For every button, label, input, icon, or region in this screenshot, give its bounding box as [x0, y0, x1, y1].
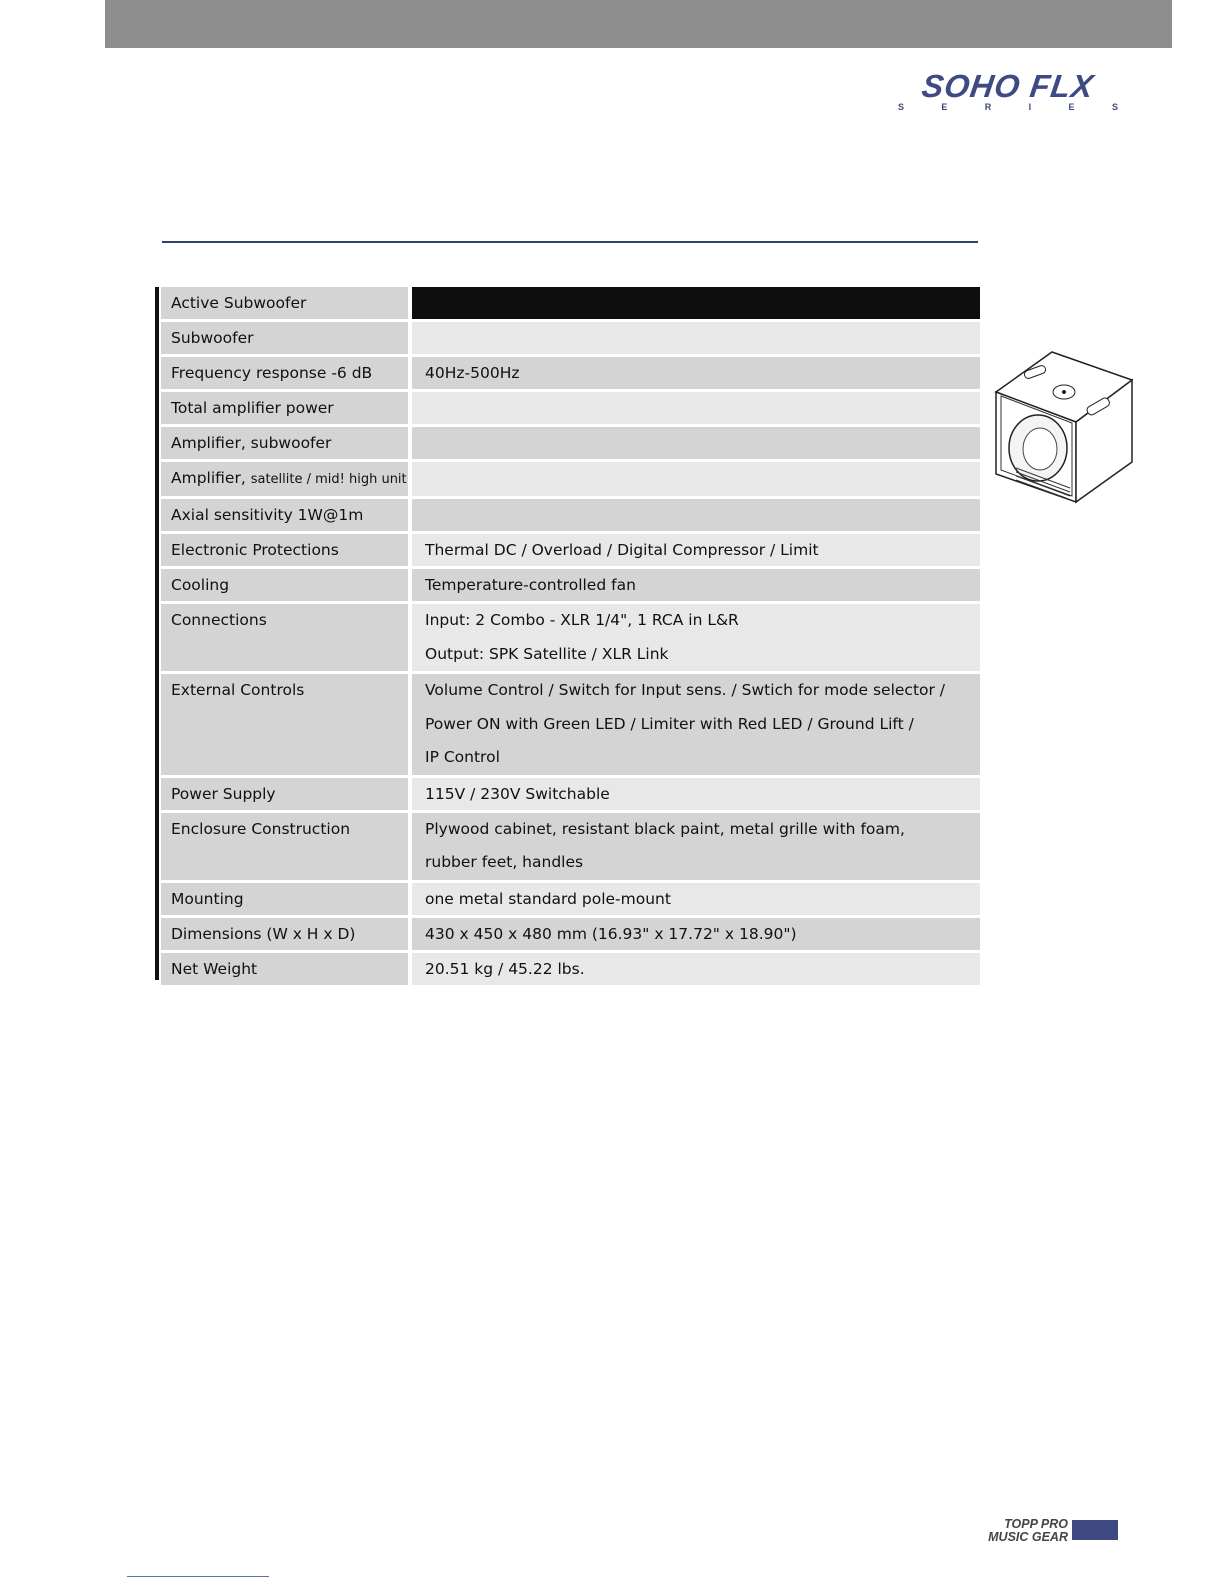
- spec-row: [158, 953, 980, 985]
- spec-value-line: Power ON with Green LED / Limiter with Red LED / Ground Lift /: [425, 714, 914, 733]
- spec-label: Active Subwoofer: [161, 287, 408, 319]
- spec-label: Cooling: [161, 569, 408, 601]
- spec-value: [412, 813, 980, 880]
- brand-name: SOHO FLX: [919, 68, 1097, 104]
- spec-value-line: Volume Control / Switch for Input sens. / Swtich for mode selector /: [425, 681, 946, 699]
- spec-label: Enclosure Construction: [161, 813, 408, 880]
- spec-value: [412, 322, 980, 354]
- spec-row: [158, 813, 980, 880]
- spec-value-line: [425, 462, 980, 494]
- spec-value: [412, 534, 980, 566]
- footer-underline: [127, 1576, 269, 1577]
- spec-label: Amplifier, satellite / mid! high unit: [161, 462, 408, 496]
- footer-page-tab: [1072, 1520, 1118, 1540]
- spec-value-line: IP Control: [425, 748, 500, 766]
- spec-label: External Controls: [161, 674, 408, 775]
- spec-label: Amplifier, subwoofer: [161, 427, 408, 459]
- spec-label: Frequency response -6 dB: [161, 357, 408, 389]
- spec-value: [412, 918, 980, 950]
- spec-label: Axial sensitivity 1W@1m: [161, 499, 408, 531]
- spec-value: [412, 883, 980, 915]
- spec-row: [158, 918, 980, 950]
- spec-value-line: [425, 287, 980, 319]
- spec-label: Connections: [161, 604, 408, 671]
- spec-value-line: Temperature-controlled fan: [425, 576, 636, 594]
- spec-value-line: 20.51 kg / 45.22 lbs.: [425, 959, 585, 978]
- spec-value-line: 40Hz-500Hz: [425, 364, 520, 382]
- spec-row: [158, 778, 980, 810]
- spec-value: [412, 569, 980, 601]
- spec-value: [412, 427, 980, 459]
- spec-table: [158, 287, 980, 988]
- spec-value: [412, 392, 980, 424]
- spec-value-line: one metal standard pole-mount: [425, 889, 671, 908]
- subwoofer-product-image: [994, 350, 1134, 505]
- spec-value-line: Output: SPK Satellite / XLR Link: [425, 644, 669, 663]
- spec-label: Total amplifier power: [161, 392, 408, 424]
- spec-row: [158, 392, 980, 424]
- spec-value: [412, 778, 980, 810]
- footer-brand-logo: TOPP PRO MUSIC GEAR: [988, 1517, 1068, 1544]
- spec-label: Electronic Protections: [161, 534, 408, 566]
- spec-row: [158, 462, 980, 496]
- spec-label: Power Supply: [161, 778, 408, 810]
- spec-value: [412, 953, 980, 985]
- spec-value-line: [425, 499, 980, 531]
- spec-value: [412, 604, 980, 671]
- spec-label: Dimensions (W x H x D): [161, 918, 408, 950]
- spec-label: Net Weight: [161, 953, 408, 985]
- spec-value: [412, 674, 980, 775]
- spec-value-line: 430 x 450 x 480 mm (16.93" x 17.72" x 18.90"): [425, 924, 797, 943]
- spec-row: [158, 569, 980, 601]
- top-banner: [105, 0, 1172, 48]
- brand-series-label: S E R I E S: [898, 102, 1118, 112]
- spec-row: [158, 534, 980, 566]
- spec-value: [412, 287, 980, 319]
- spec-value: [412, 462, 980, 496]
- spec-value-line: 115V / 230V Switchable: [425, 784, 610, 803]
- spec-value-line: Input: 2 Combo - XLR 1/4", 1 RCA in L&R: [425, 611, 739, 629]
- spec-value-line: [425, 392, 980, 424]
- spec-value-line: rubber feet, handles: [425, 853, 584, 871]
- spec-label: Mounting: [161, 883, 408, 915]
- spec-row: [158, 604, 980, 671]
- spec-label: Subwoofer: [161, 322, 408, 354]
- spec-value-line: Thermal DC / Overload / Digital Compressor / Limit: [425, 541, 819, 559]
- spec-value: [412, 499, 980, 531]
- spec-row: [158, 357, 980, 389]
- spec-value-line: [425, 322, 980, 354]
- spec-row: [158, 883, 980, 915]
- spec-row: [158, 287, 980, 319]
- spec-value-line: Plywood cabinet, resistant black paint, metal grille with foam,: [425, 819, 905, 838]
- spec-row: [158, 322, 980, 354]
- spec-value-line: [425, 427, 980, 459]
- spec-row: [158, 674, 980, 775]
- spec-row: [158, 427, 980, 459]
- spec-value: [412, 357, 980, 389]
- brand-logo: [896, 68, 1120, 112]
- spec-row: [158, 499, 980, 531]
- section-divider: [162, 241, 978, 243]
